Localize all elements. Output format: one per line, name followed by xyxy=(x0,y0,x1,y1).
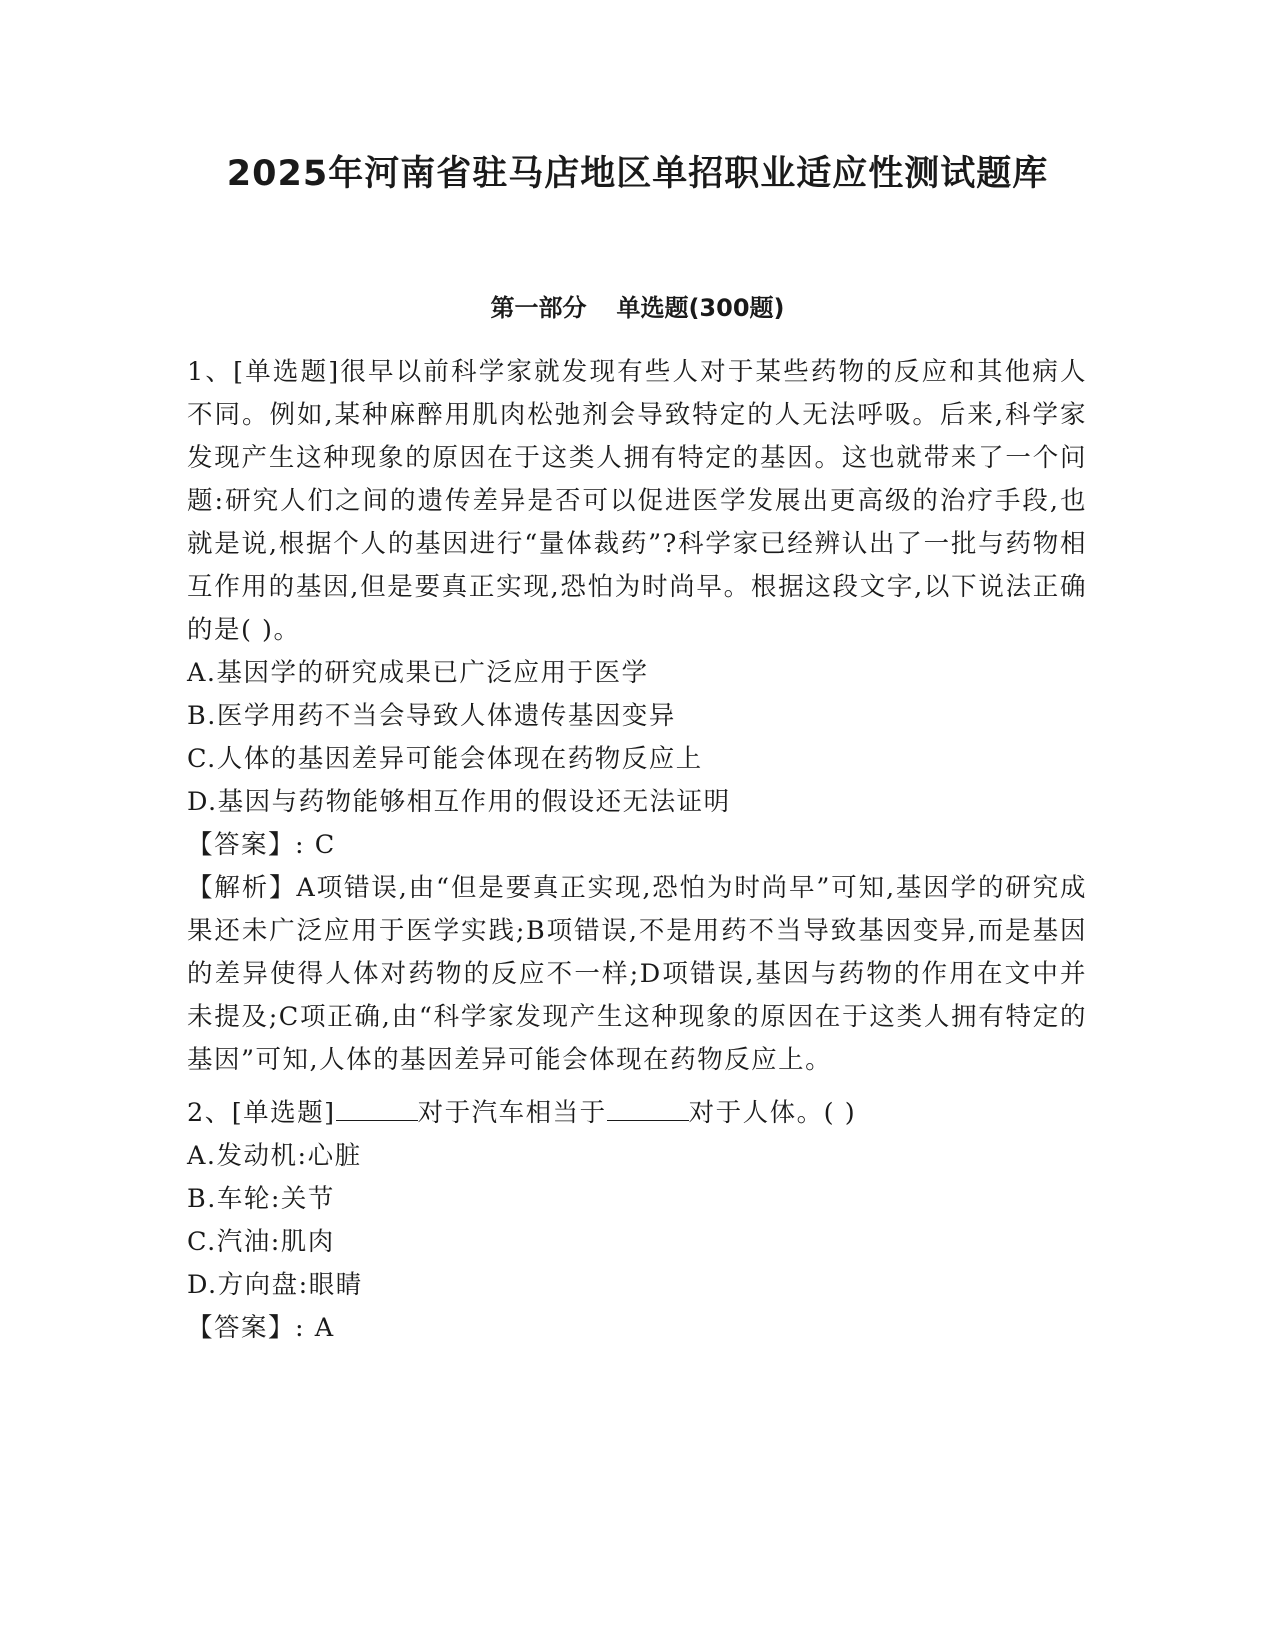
fill-blank-1 xyxy=(336,1094,418,1121)
section-label: 第一部分 xyxy=(490,294,587,322)
question-list xyxy=(187,351,1087,1350)
option-d: D.方向盘:眼睛 xyxy=(187,1270,363,1300)
analysis-text: 【解析】A项错误,由“但是要真正实现,恐怕为时尚早”可知,基因学的研究成果还未广泛应用于医学实践;B项错误,不是用药不当导致基因变异,而是基因的差异使得人体对药物的反应不一样;D项错误,基因与药物的作用在文中并未提及;C项正确,由“科学家发现产生这种现象的原因在于这类人拥有特定的基因”可知,人体的基因差异可能会体现在药物反应上。 xyxy=(187,873,1087,1075)
stem-suffix: 对于人体。( ) xyxy=(688,1098,857,1128)
answer-line: 【答案】: A xyxy=(187,1313,335,1343)
question-stem xyxy=(187,1092,1087,1135)
fill-blank-2 xyxy=(607,1094,689,1121)
option-b: B.医学用药不当会导致人体遗传基因变异 xyxy=(187,701,676,731)
document-title: 2025年河南省驻马店地区单招职业适应性测试题库 xyxy=(226,154,1049,194)
option-c: C.汽油:肌肉 xyxy=(187,1227,335,1257)
question-stem: 1、[单选题]很早以前科学家就发现有些人对于某些药物的反应和其他病人不同。例如,某种麻醉用肌肉松弛剂会导致特定的人无法呼吸。后来,科学家发现产生这种现象的原因在于这类人拥有特定的基因。这也就带来了一个问题:研究人们之间的遗传差异是否可以促进医学发展出更高级的治疗手段,也就是说,根据个人的基因进行“量体裁药”?科学家已经辨认出了一批与药物相互作用的基因,但是要真正实现,恐怕为时尚早。根据这段文字,以下说法正确的是( )。 xyxy=(187,357,1087,645)
option-a: A.基因学的研究成果已广泛应用于医学 xyxy=(187,658,649,688)
section-title xyxy=(0,290,1275,326)
answer-line: 【答案】: C xyxy=(187,830,336,860)
section-name: 单选题(300题) xyxy=(616,294,785,322)
option-c: C.人体的基因差异可能会体现在药物反应上 xyxy=(187,744,703,774)
stem-prefix: 2、[单选题] xyxy=(187,1098,336,1128)
option-d: D.基因与药物能够相互作用的假设还无法证明 xyxy=(187,787,731,817)
question-2 xyxy=(187,1092,1087,1350)
question-1 xyxy=(187,351,1087,1082)
option-b: B.车轮:关节 xyxy=(187,1184,335,1214)
stem-middle: 对于汽车相当于 xyxy=(417,1098,607,1128)
option-a: A.发动机:心脏 xyxy=(187,1141,362,1171)
